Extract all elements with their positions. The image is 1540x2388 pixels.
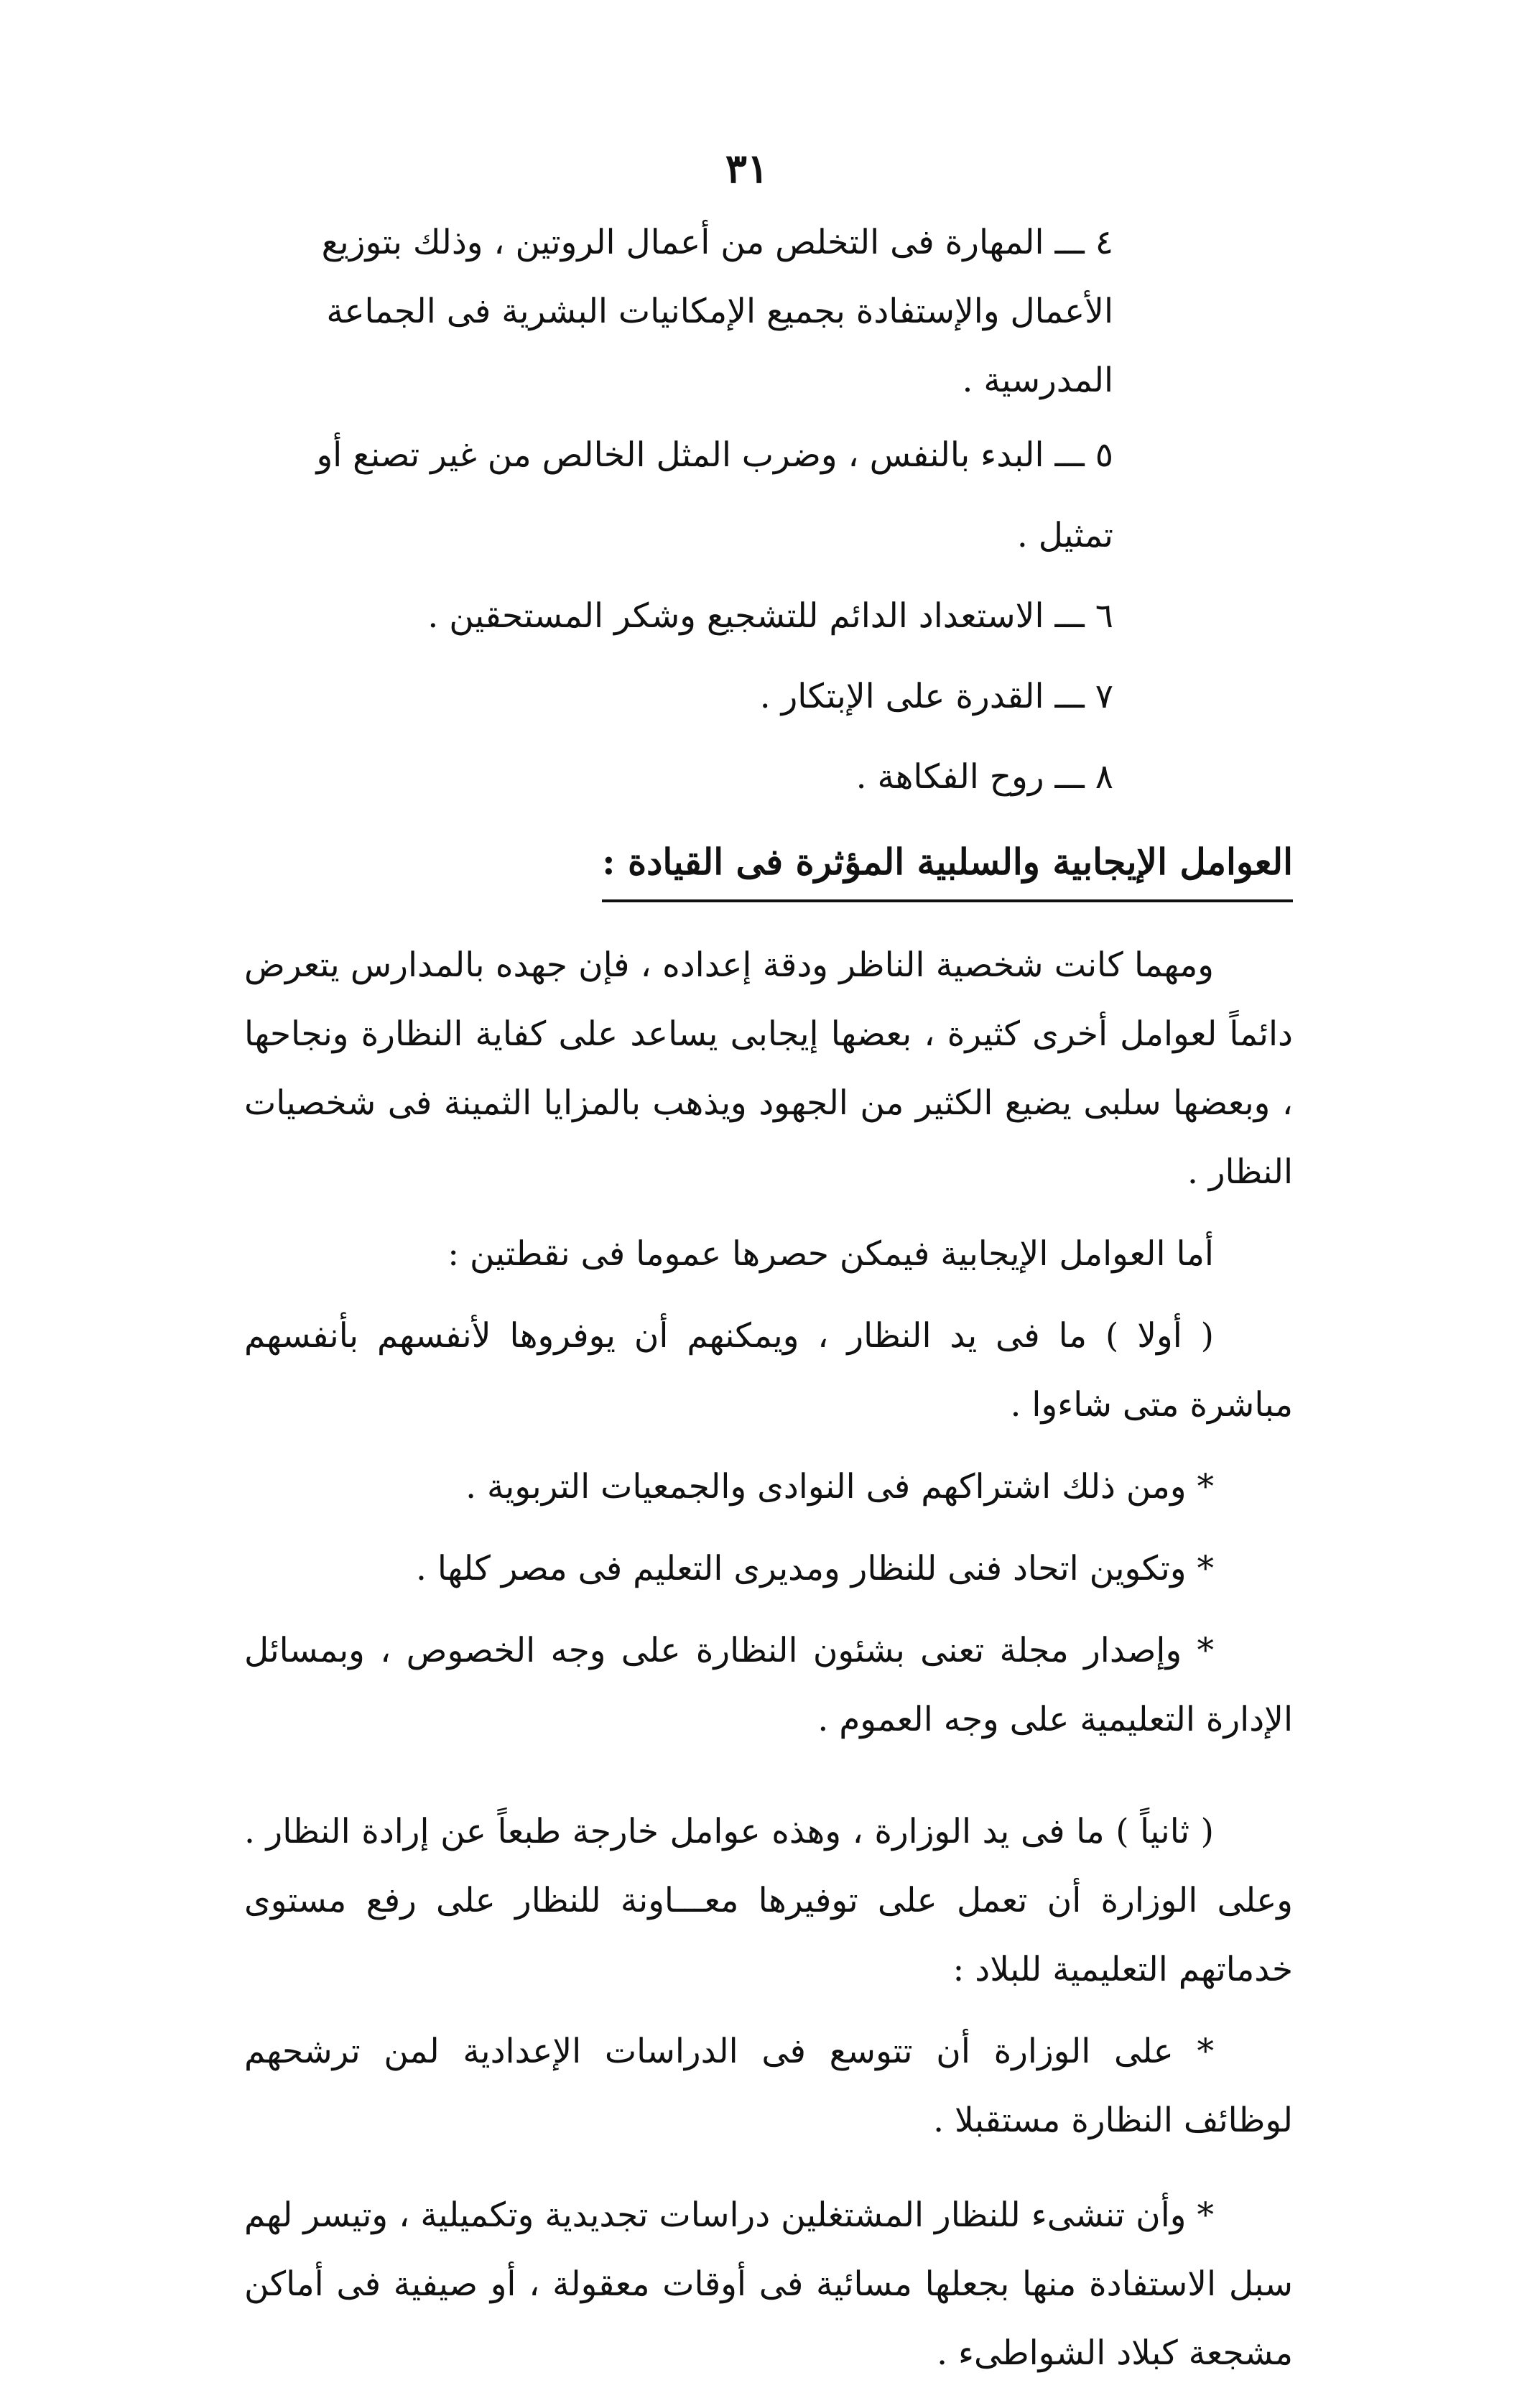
- list-text: القدرة على الإبتكار .: [759, 677, 1044, 716]
- bullet-icon: *: [1197, 1467, 1214, 1507]
- list-item-5: [244, 415, 1293, 576]
- list-text: الاستعداد الدائم للتشجيع وشكر المستحقين .: [427, 596, 1044, 636]
- bullet-icon: *: [1197, 2032, 1214, 2071]
- list-number: ٧: [1095, 677, 1113, 716]
- list-number: ٦: [1095, 596, 1113, 636]
- bullet-item: [244, 2181, 1293, 2388]
- bullet-icon: *: [1197, 1549, 1214, 1588]
- bullet-text: وتكوين اتحاد فنى للنظار ومديرى التعليم فى مصر كلها .: [416, 1549, 1187, 1588]
- list-dash: ـــ: [1054, 677, 1085, 716]
- bullet-item: [244, 1453, 1293, 1522]
- bullet-text: ومن ذلك اشتراكهم فى النوادى والجمعيات التربوية .: [465, 1467, 1187, 1507]
- section-heading: العوامل الإيجابية والسلبية المؤثرة فى القيادة :: [602, 828, 1293, 902]
- bullet-item: [244, 1616, 1293, 1754]
- bullet-item: [244, 1535, 1293, 1603]
- document-page: [244, 136, 1293, 2373]
- list-item-8: [244, 737, 1293, 818]
- list-number: ٥: [1095, 435, 1113, 475]
- list-text: المهارة فى التخلص من أعمال الروتين ، وذلك بتوزيع الأعمال والإستفادة بجميع الإمكانيات البشرية فى الجماعة المدرسية .: [321, 223, 1113, 400]
- bullet-icon: *: [1197, 1631, 1214, 1670]
- bullet-text: وإصدار مجلة تعنى بشئون النظارة على وجه الخصوص ، وبمسائل الإدارة التعليمية على وجه العموم .: [244, 1631, 1293, 1739]
- list-item-7: [244, 657, 1293, 737]
- paragraph-first-point: ( أولا ) ما فى يد النظار ، ويمكنهم أن يوفروها لأنفسهم بأنفسهم مباشرة متى شاءوا .: [244, 1316, 1293, 1425]
- list-text: روح الفكاهة .: [855, 757, 1044, 797]
- list-dash: ـــ: [1054, 435, 1085, 475]
- list-dash: ـــ: [1054, 596, 1085, 636]
- list-number: ٤: [1095, 223, 1113, 262]
- page-number: ٣١: [725, 145, 769, 193]
- list-item-6: [244, 576, 1293, 657]
- list-dash: ـــ: [1054, 757, 1085, 797]
- list-item-4: [244, 208, 1293, 415]
- paragraph-second-point: ( ثانياً ) ما فى يد الوزارة ، وهذه عوامل خارجة طبعاً عن إرادة النظار . وعلى الوزارة أن تعمل على توفيرها معـــاونة للنظار على رفع مستوى خدماتهم التعليمية للبلاد :: [244, 1812, 1293, 1989]
- paragraph-positive-factors: أما العوامل الإيجابية فيمكن حصرها عموما فى نقطتين :: [447, 1234, 1214, 1274]
- bullet-icon: *: [1197, 2195, 1214, 2235]
- list-number: ٨: [1095, 757, 1113, 797]
- bullet-text: وأن تنشىء للنظار المشتغلين دراسات تجديدية وتكميلية ، وتيسر لهم سبل الاستفادة منها بجعلها مسائية فى أوقات معقولة ، أو صيفية فى أماكن مشجعة كبلاد الشواطىء .: [244, 2195, 1293, 2373]
- list-text: البدء بالنفس ، وضرب المثل الخالص من غير تصنع أو تمثيل .: [316, 435, 1113, 555]
- bullet-text: على الوزارة أن تتوسع فى الدراسات الإعدادية لمن ترشحهم لوظائف النظارة مستقبلا .: [244, 2032, 1293, 2140]
- bullet-item: [244, 2017, 1293, 2155]
- section-heading-wrap: [244, 828, 1293, 902]
- list-dash: ـــ: [1054, 223, 1085, 262]
- paragraph-intro: ومهما كانت شخصية الناظر ودقة إعداده ، فإن جهده بالمدارس يتعرض دائماً لعوامل أخرى كثيرة ، بعضها إيجابى يساعد على كفاية النظارة ونجاحها ، وبعضها سلبى يضيع الكثير من الجهود ويذهب بالمزايا الثمينة فى شخصيات النظار .: [244, 945, 1293, 1192]
